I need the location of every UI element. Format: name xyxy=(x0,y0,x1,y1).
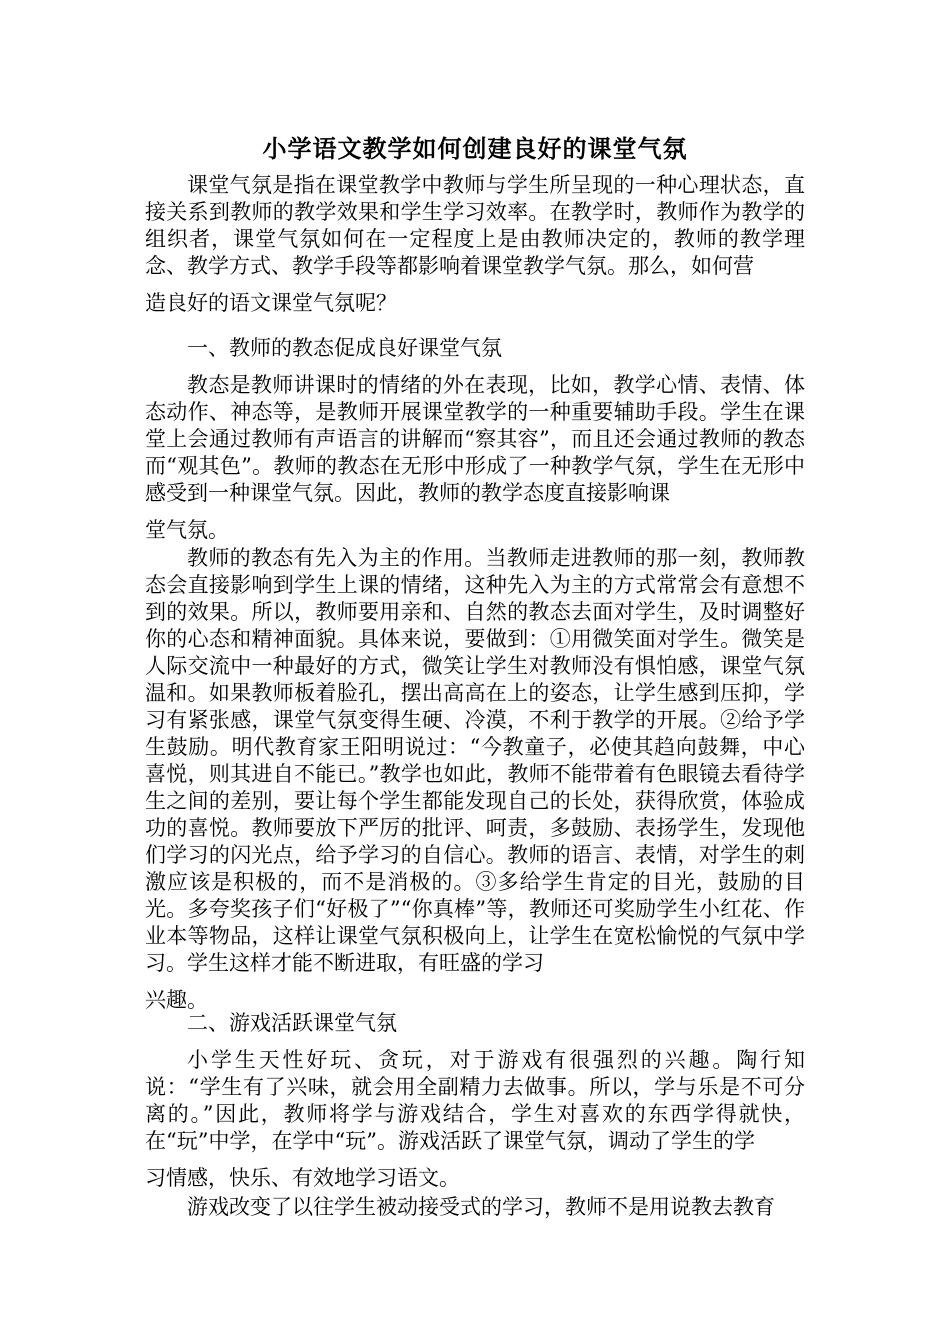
intro-text-tail: 造良好的语文课堂气氛呢？ xyxy=(145,291,397,315)
section2-paragraph-2-text: 游戏改变了以往学生被动接受式的学习，教师不是用说教去教育 xyxy=(187,1195,775,1219)
section2-paragraph-1-text: 小学生天性好玩、贪玩，对于游戏有很强烈的兴趣。陶行知说：“学生有了兴味，就会用全副精力去做事。所以，学与乐是不可分离的。”因此，教师将学与游戏结合，学生对喜欢的东西学得就快，在“玩”中学，在学中“玩”。游戏活跃了课堂气氛，调动了学生的学 xyxy=(145,1048,805,1153)
intro-text: 课堂气氛是指在课堂教学中教师与学生所呈现的一种心理状态，直接关系到教师的教学效果和学生学习效率。在教学时，教师作为教学的组织者，课堂气氛如何在一定程度上是由教师决定的，教师的教学理念、教学方式、教学手段等都影响着课堂教学气氛。那么，如何营 xyxy=(145,173,805,278)
section1-paragraph-1-text: 教态是教师讲课时的情绪的外在表现，比如，教学心情、表情、体态动作、神态等，是教师开展课堂教学的一种重要辅助手段。学生在课堂上会通过教师有声语言的讲解而“察其容”，而且还会通过教师的教态而“观其色”。教师的教态在无形中形成了一种教学气氛，学生在无形中感受到一种课堂气氛。因此，教师的教学态度直接影响课 xyxy=(145,373,805,505)
section1-paragraph-2 xyxy=(145,545,805,1014)
section1-paragraph-1 xyxy=(145,372,805,544)
intro-paragraph xyxy=(145,172,805,317)
section2-paragraph-2 xyxy=(145,1194,805,1221)
section1-paragraph-1-tail: 堂气氛。 xyxy=(145,518,229,542)
section-heading-2: 二、游戏活跃课堂气氛 xyxy=(187,1011,397,1035)
section2-paragraph-1 xyxy=(145,1047,805,1192)
section1-paragraph-2-text: 教师的教态有先入为主的作用。当教师走进教师的那一刻，教师教态会直接影响到学生上课的情绪，这种先入为主的方式常常会有意想不到的效果。所以，教师要用亲和、自然的教态去面对学生，及时调整好你的心态和精神面貌。具体来说，要做到：①用微笑面对学生。微笑是人际交流中一种最好的方式，微笑让学生对教师没有惧怕感，课堂气氛温和。如果教师板着脸孔，摆出高高在上的姿态，让学生感到压抑，学习有紧张感，课堂气氛变得生硬、冷漠，不利于教学的开展。②给予学生鼓励。明代教育家王阳明说过：“今教童子，必使其趋向鼓舞，中心喜悦，则其进自不能已。”教学也如此，教师不能带着有色眼镜去看待学生之间的差别，要让每个学生都能发现自己的长处，获得欣赏，体验成功的喜悦。教师要放下严厉的批评、呵责，多鼓励、表扬学生，发现他们学习的闪光点，给予学习的自信心。教师的语言、表情，对学生的刺激应该是积极的，而不是消极的。③多给学生肯定的目光，鼓励的目光。多夸奖孩子们“好极了”“你真棒”等，教师还可奖励学生小红花、作业本等物品，这样让课堂气氛积极向上，让学生在宽松愉悦的气氛中学习。学生这样才能不断进取，有旺盛的学习 xyxy=(145,546,805,975)
section1-paragraph-2-tail: 兴趣。 xyxy=(145,988,208,1012)
document-title: 小学语文教学如何创建良好的课堂气氛 xyxy=(262,134,688,163)
section2-paragraph-1-tail: 习情感，快乐、有效地学习语文。 xyxy=(145,1166,460,1190)
section-heading-1: 一、教师的教态促成良好课堂气氛 xyxy=(187,336,502,360)
